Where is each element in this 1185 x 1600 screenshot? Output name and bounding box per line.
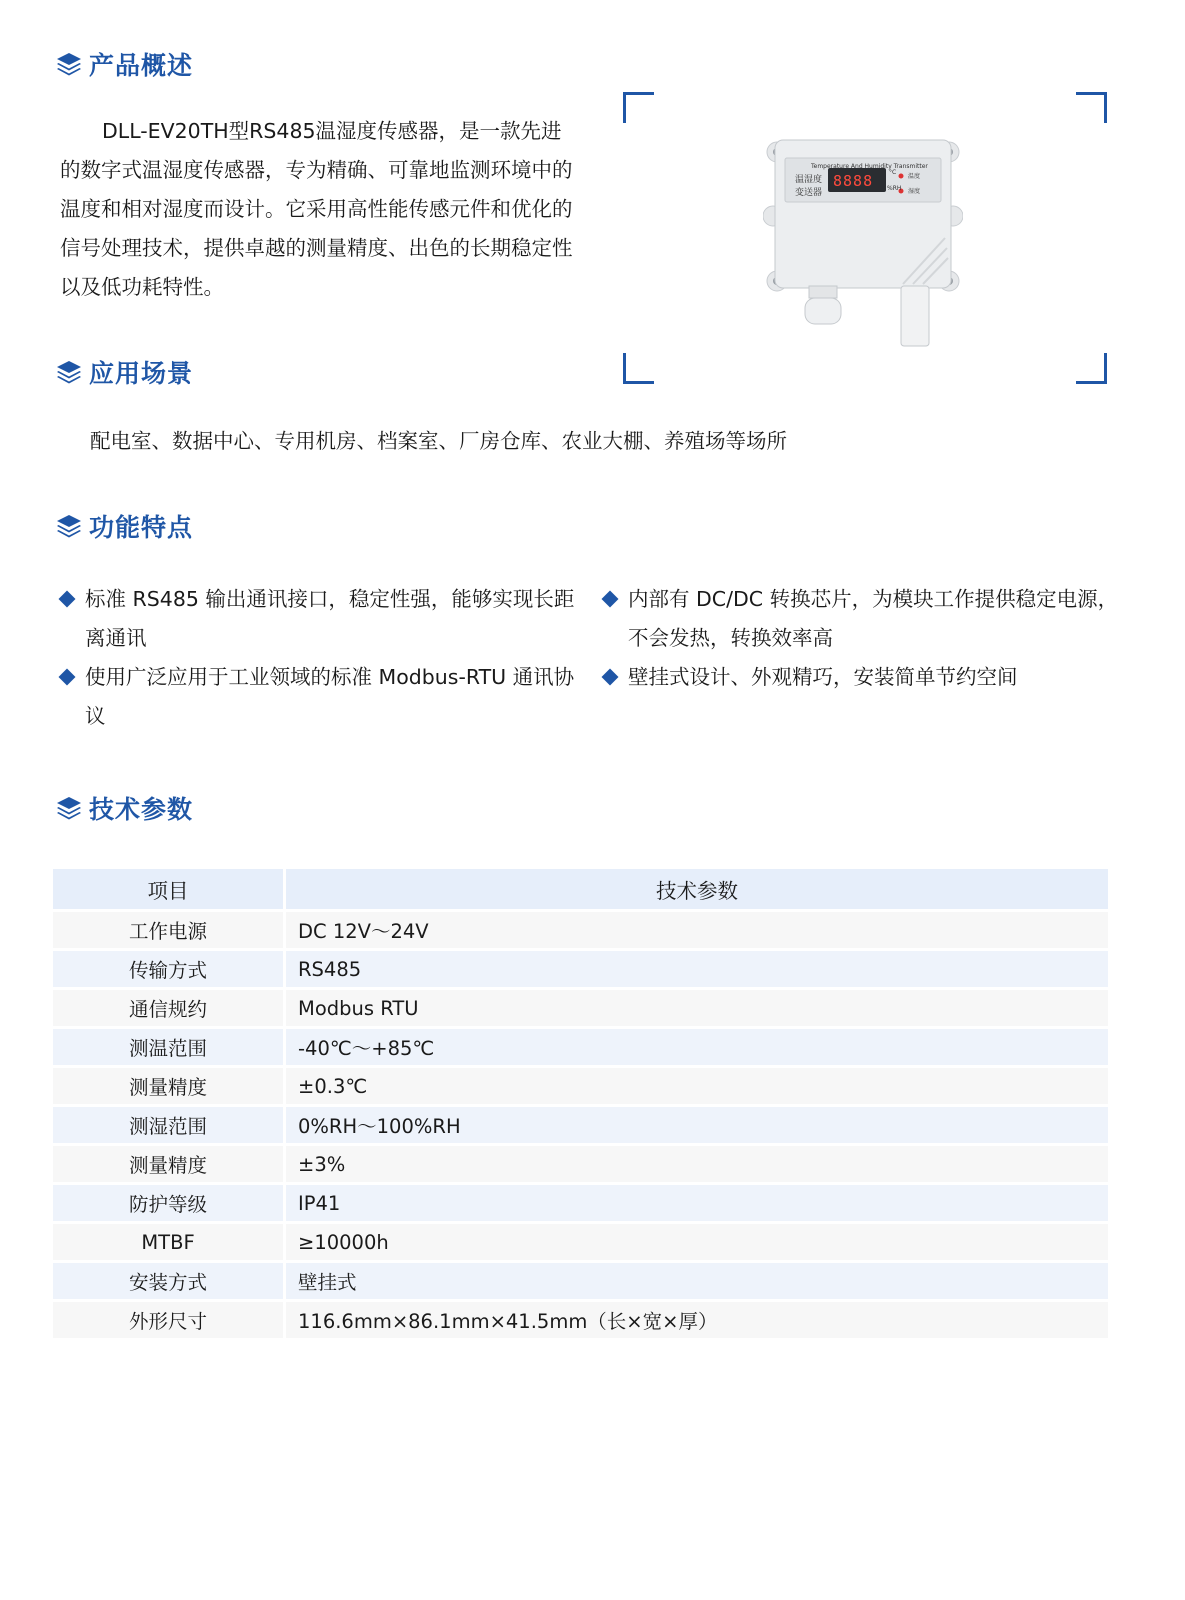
- section-title-overview: [55, 46, 193, 82]
- table-row: [53, 912, 1108, 948]
- device-header-text: Temperature And Humidity Transmitter: [811, 163, 928, 170]
- table-row: [53, 951, 1108, 987]
- table-row: [53, 1107, 1108, 1143]
- product-photo-frame: [623, 92, 1107, 384]
- param-value: ±3%: [286, 1146, 1108, 1182]
- diamond-bullet-icon: [602, 591, 619, 608]
- section-title-text: 产品概述: [89, 51, 194, 80]
- device-name-line1: 温湿度: [795, 175, 823, 185]
- section-title-scenes: [55, 354, 193, 390]
- section-title-params: [55, 790, 193, 826]
- table-row: [53, 1185, 1108, 1221]
- param-value: IP41: [286, 1185, 1108, 1221]
- table-row: [53, 990, 1108, 1026]
- param-value: DC 12V～24V: [286, 912, 1108, 948]
- table-header-row: [53, 869, 1108, 909]
- device-unit-rh: %RH: [887, 185, 902, 192]
- feature-item: [598, 580, 1128, 658]
- device-unit-c: °C: [889, 169, 897, 176]
- feature-text: 壁挂式设计、外观精巧，安装简单节约空间: [628, 665, 1018, 689]
- table-row: [53, 1224, 1108, 1260]
- table-row: [53, 1068, 1108, 1104]
- layers-icon: [55, 50, 83, 78]
- param-value: Modbus RTU: [286, 990, 1108, 1026]
- param-value: 0%RH～100%RH: [286, 1107, 1108, 1143]
- param-value: -40℃～+85℃: [286, 1029, 1108, 1065]
- diamond-bullet-icon: [59, 591, 76, 608]
- param-value: 壁挂式: [286, 1263, 1108, 1299]
- section-title-text: 功能特点: [89, 513, 194, 542]
- diamond-bullet-icon: [59, 669, 76, 686]
- param-value: ≥10000h: [286, 1224, 1108, 1260]
- tech-params-table: [53, 866, 1108, 1341]
- param-value: 116.6mm×86.1mm×41.5mm（长×宽×厚）: [286, 1302, 1108, 1338]
- section-title-features: [55, 508, 193, 544]
- param-key: 测量精度: [53, 1068, 286, 1104]
- param-key: 传输方式: [53, 951, 286, 987]
- feature-text: 标准 RS485 输出通讯接口，稳定性强，能够实现长距离通讯: [85, 587, 575, 650]
- application-scenes: 配电室、数据中心、专用机房、档案室、厂房仓库、农业大棚、养殖场等场所: [90, 429, 787, 453]
- table-row: [53, 1029, 1108, 1065]
- device-display-digits: 8888: [833, 172, 874, 190]
- param-key: 测量精度: [53, 1146, 286, 1182]
- param-key: 安装方式: [53, 1263, 286, 1299]
- corner-bracket: [623, 92, 654, 123]
- param-key: 工作电源: [53, 912, 286, 948]
- device-indicator-hum: 湿度: [908, 188, 921, 195]
- feature-item: [598, 658, 1128, 697]
- param-key: 防护等级: [53, 1185, 286, 1221]
- layers-icon: [55, 358, 83, 386]
- section-title-text: 应用场景: [89, 359, 194, 388]
- overview-paragraph: DLL-EV20TH型RS485温湿度传感器，是一款先进的数字式温湿度传感器，专为精确、可靠地监测环境中的温度和相对湿度而设计。它采用高性能传感元件和优化的信号处理技术，提供卓越的测量精度、出色的长期稳定性以及低功耗特性。: [60, 119, 573, 299]
- param-value: RS485: [286, 951, 1108, 987]
- feature-item: [55, 580, 585, 658]
- device-name-line2: 变送器: [795, 188, 823, 198]
- param-key: 外形尺寸: [53, 1302, 286, 1338]
- feature-text: 使用广泛应用于工业领域的标准 Modbus-RTU 通讯协议: [85, 665, 575, 728]
- corner-bracket: [623, 353, 654, 384]
- layers-icon: [55, 512, 83, 540]
- device-indicator-temp: 温度: [908, 173, 921, 180]
- feature-item: [55, 658, 585, 736]
- param-key: 测温范围: [53, 1029, 286, 1065]
- table-header-item: 项目: [53, 869, 286, 909]
- param-key: 通信规约: [53, 990, 286, 1026]
- table-header-param: 技术参数: [286, 869, 1108, 909]
- feature-text: 内部有 DC/DC 转换芯片，为模块工作提供稳定电源，不会发热，转换效率高: [628, 587, 1119, 650]
- param-value: ±0.3℃: [286, 1068, 1108, 1104]
- diamond-bullet-icon: [602, 669, 619, 686]
- section-title-text: 技术参数: [89, 795, 194, 824]
- layers-icon: [55, 794, 83, 822]
- table-row: [53, 1263, 1108, 1299]
- param-key: MTBF: [53, 1224, 286, 1260]
- corner-bracket: [1076, 92, 1107, 123]
- table-row: [53, 1302, 1108, 1338]
- table-row: [53, 1146, 1108, 1182]
- param-key: 测湿范围: [53, 1107, 286, 1143]
- corner-bracket: [1076, 353, 1107, 384]
